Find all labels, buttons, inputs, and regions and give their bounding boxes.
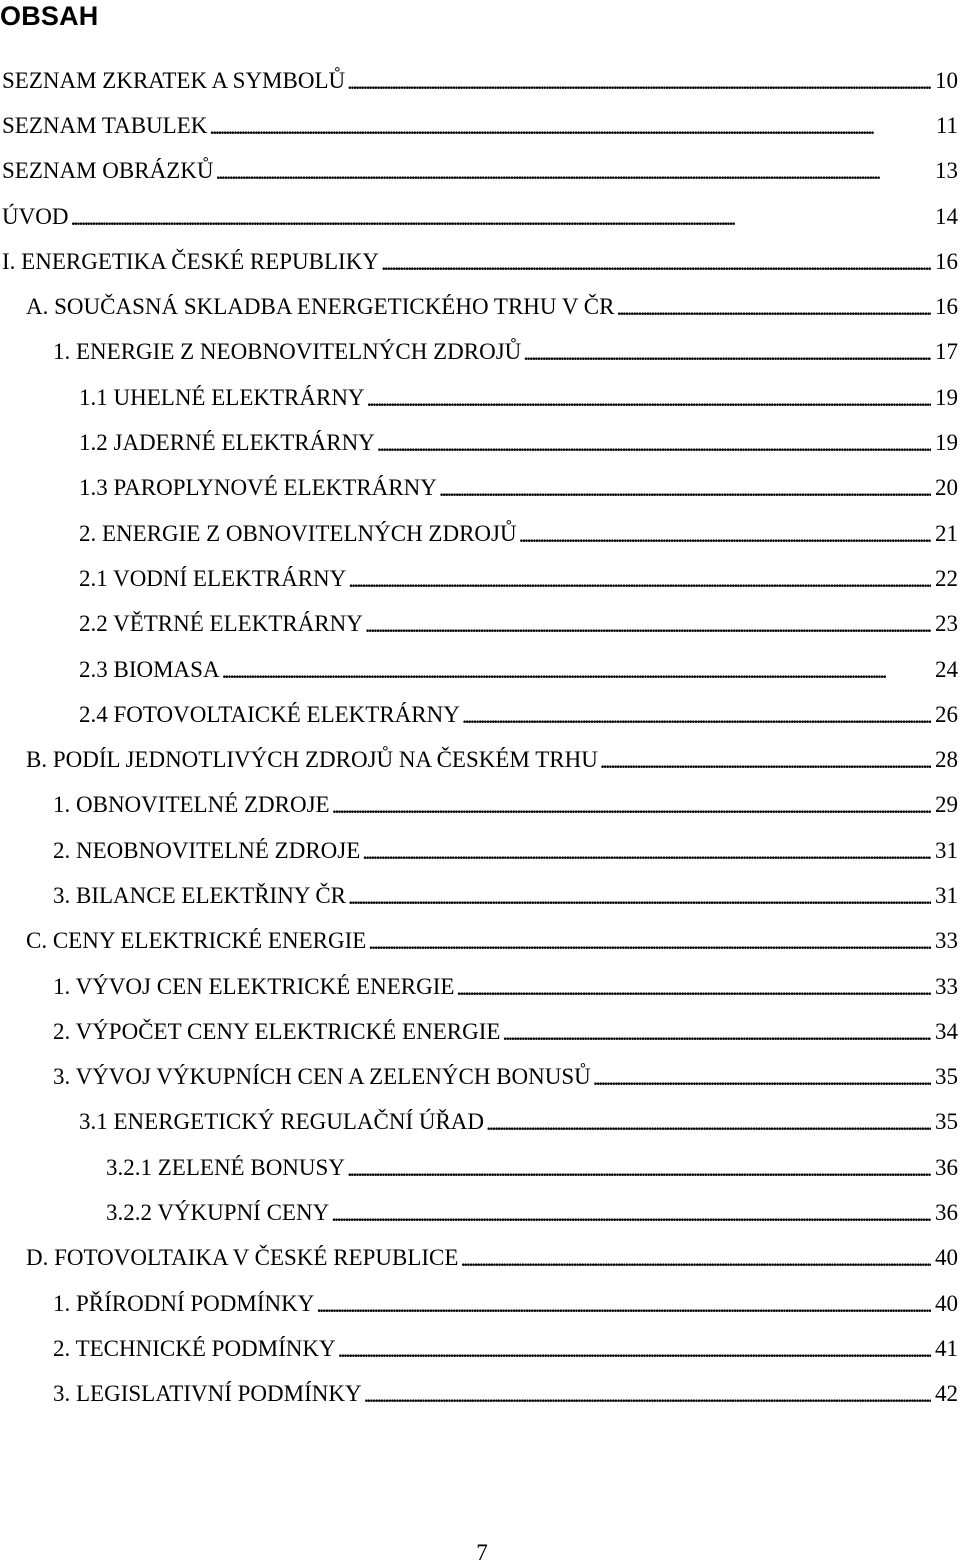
dot-leader bbox=[600, 748, 931, 774]
toc-entry-page: 34 bbox=[935, 1018, 958, 1044]
toc-entry-page: 33 bbox=[935, 928, 958, 954]
toc-entry-page: 36 bbox=[935, 1154, 958, 1180]
dot-leader bbox=[347, 69, 931, 95]
toc-entry[interactable] bbox=[0, 964, 960, 1009]
toc-entry-label: D. FOTOVOLTAIKA V ČESKÉ REPUBLICE bbox=[26, 1245, 459, 1271]
toc-entry-page: 20 bbox=[935, 475, 958, 501]
toc-entry-page: 29 bbox=[935, 792, 958, 818]
toc-entry-page: 21 bbox=[935, 520, 958, 546]
dot-leader bbox=[316, 1292, 931, 1318]
toc-entry-page: 16 bbox=[935, 294, 958, 320]
toc-entry[interactable] bbox=[0, 1236, 960, 1281]
toc-entry-label: 3. VÝVOJ VÝKUPNÍCH CEN A ZELENÝCH BONUSŮ bbox=[53, 1064, 591, 1090]
toc-entry-page: 35 bbox=[935, 1064, 958, 1090]
toc-entry-label: 1. OBNOVITELNÉ ZDROJE bbox=[53, 792, 330, 818]
toc-entry-label: 1. ENERGIE Z NEOBNOVITELNÝCH ZDROJŮ bbox=[53, 339, 522, 365]
toc-entry-page: 14 bbox=[935, 203, 958, 229]
dot-leader bbox=[70, 205, 931, 231]
toc-entry[interactable] bbox=[0, 737, 960, 782]
dot-leader bbox=[348, 884, 931, 910]
dot-leader bbox=[367, 386, 931, 412]
toc-entry-page: 22 bbox=[935, 565, 958, 591]
dot-leader bbox=[439, 476, 931, 502]
toc-entry-label: 2.2 VĚTRNÉ ELEKTRÁRNY bbox=[79, 611, 363, 637]
toc-entry[interactable] bbox=[0, 1009, 960, 1054]
table-of-contents bbox=[0, 58, 960, 1417]
dot-leader bbox=[362, 839, 931, 865]
toc-entry-label: 2. ENERGIE Z OBNOVITELNÝCH ZDROJŮ bbox=[79, 520, 517, 546]
toc-entry-page: 23 bbox=[935, 611, 958, 637]
toc-entry[interactable] bbox=[0, 284, 960, 329]
toc-entry-page: 11 bbox=[935, 112, 958, 138]
toc-entry-label: 3.2.1 ZELENÉ BONUSY bbox=[106, 1154, 345, 1180]
toc-entry-page: 36 bbox=[935, 1200, 958, 1226]
toc-entry-label: 3.1 ENERGETICKÝ REGULAČNÍ ÚŘAD bbox=[79, 1109, 485, 1135]
toc-entry-page: 13 bbox=[935, 158, 958, 184]
toc-entry-label: 3.2.2 VÝKUPNÍ CENY bbox=[106, 1200, 330, 1226]
dot-leader bbox=[209, 114, 931, 140]
toc-entry-page: 42 bbox=[935, 1381, 958, 1407]
dot-leader bbox=[377, 431, 931, 457]
toc-entry-label: 1.1 UHELNÉ ELEKTRÁRNY bbox=[79, 384, 365, 410]
toc-entry-label: 3. LEGISLATIVNÍ PODMÍNKY bbox=[53, 1381, 362, 1407]
toc-entry[interactable] bbox=[0, 103, 960, 148]
toc-entry[interactable] bbox=[0, 420, 960, 465]
toc-entry[interactable] bbox=[0, 375, 960, 420]
toc-entry-label: ÚVOD bbox=[2, 203, 69, 229]
toc-entry-label: SEZNAM ZKRATEK A SYMBOLŮ bbox=[2, 67, 346, 93]
dot-leader bbox=[616, 295, 931, 321]
toc-entry-page: 41 bbox=[935, 1335, 958, 1361]
toc-entry-label: C. CENY ELEKTRICKÉ ENERGIE bbox=[26, 928, 367, 954]
dot-leader bbox=[523, 340, 931, 366]
dot-leader bbox=[462, 703, 931, 729]
toc-entry-label: 2.1 VODNÍ ELEKTRÁRNY bbox=[79, 565, 347, 591]
toc-entry-page: 28 bbox=[935, 747, 958, 773]
toc-entry[interactable] bbox=[0, 1100, 960, 1145]
toc-entry[interactable] bbox=[0, 466, 960, 511]
toc-entry-label: B. PODÍL JEDNOTLIVÝCH ZDROJŮ NA ČESKÉM TRHU bbox=[26, 747, 598, 773]
dot-leader bbox=[381, 250, 931, 276]
toc-entry-label: 2. TECHNICKÉ PODMÍNKY bbox=[53, 1335, 336, 1361]
dot-leader bbox=[486, 1110, 931, 1136]
toc-entry-page: 31 bbox=[935, 882, 958, 908]
toc-entry[interactable] bbox=[0, 919, 960, 964]
dot-leader bbox=[368, 929, 931, 955]
toc-entry-page: 19 bbox=[935, 384, 958, 410]
toc-entry[interactable] bbox=[0, 1281, 960, 1326]
toc-entry-page: 35 bbox=[935, 1109, 958, 1135]
toc-entry[interactable] bbox=[0, 1145, 960, 1190]
toc-entry-label: 1. VÝVOJ CEN ELEKTRICKÉ ENERGIE bbox=[53, 973, 455, 999]
toc-entry[interactable] bbox=[0, 783, 960, 828]
dot-leader bbox=[348, 567, 931, 593]
toc-entry[interactable] bbox=[0, 1055, 960, 1100]
toc-entry-label: 1.2 JADERNÉ ELEKTRÁRNY bbox=[79, 430, 375, 456]
toc-entry[interactable] bbox=[0, 149, 960, 194]
dot-leader bbox=[460, 1246, 931, 1272]
toc-entry-label: SEZNAM OBRÁZKŮ bbox=[2, 158, 214, 184]
dot-leader bbox=[332, 793, 931, 819]
toc-entry-page: 19 bbox=[935, 430, 958, 456]
page-number bbox=[0, 1540, 960, 1566]
dot-leader bbox=[215, 159, 931, 185]
toc-entry[interactable] bbox=[0, 692, 960, 737]
toc-entry[interactable] bbox=[0, 647, 960, 692]
toc-entry[interactable] bbox=[0, 1190, 960, 1235]
toc-entry-label: 2.3 BIOMASA bbox=[79, 656, 220, 682]
dot-leader bbox=[222, 658, 931, 684]
toc-entry-label: A. SOUČASNÁ SKLADBA ENERGETICKÉHO TRHU V ČR bbox=[26, 294, 615, 320]
toc-entry[interactable] bbox=[0, 239, 960, 284]
dot-leader bbox=[347, 1156, 931, 1182]
toc-entry-label: SEZNAM TABULEK bbox=[2, 112, 208, 138]
dot-leader bbox=[593, 1065, 931, 1091]
dot-leader bbox=[456, 975, 931, 1001]
toc-entry-label: 2. NEOBNOVITELNÉ ZDROJE bbox=[53, 837, 361, 863]
dot-leader bbox=[365, 612, 931, 638]
toc-entry-page: 10 bbox=[935, 67, 958, 93]
dot-leader bbox=[331, 1201, 931, 1227]
toc-entry[interactable] bbox=[0, 602, 960, 647]
toc-entry-label: 2. VÝPOČET CENY ELEKTRICKÉ ENERGIE bbox=[53, 1018, 501, 1044]
toc-entry-page: 40 bbox=[935, 1245, 958, 1271]
toc-entry-page: 33 bbox=[935, 973, 958, 999]
toc-entry-label: 3. BILANCE ELEKTŘINY ČR bbox=[53, 882, 347, 908]
toc-entry-label: 2.4 FOTOVOLTAICKÉ ELEKTRÁRNY bbox=[79, 701, 460, 727]
toc-entry-page: 24 bbox=[935, 656, 958, 682]
toc-entry[interactable] bbox=[0, 511, 960, 556]
toc-entry-page: 40 bbox=[935, 1290, 958, 1316]
toc-entry[interactable] bbox=[0, 194, 960, 239]
toc-entry-label: I. ENERGETIKA ČESKÉ REPUBLIKY bbox=[2, 248, 379, 274]
dot-leader bbox=[338, 1337, 931, 1363]
toc-entry[interactable] bbox=[0, 330, 960, 375]
dot-leader bbox=[364, 1382, 931, 1408]
toc-entry-page: 26 bbox=[935, 701, 958, 727]
toc-entry-page: 16 bbox=[935, 248, 958, 274]
toc-entry-label: 1.3 PAROPLYNOVÉ ELEKTRÁRNY bbox=[79, 475, 437, 501]
toc-entry-label: 1. PŘÍRODNÍ PODMÍNKY bbox=[53, 1290, 315, 1316]
dot-leader bbox=[502, 1020, 931, 1046]
page-number-text: 7 bbox=[476, 1540, 488, 1565]
toc-entry-page: 31 bbox=[935, 837, 958, 863]
toc-entry[interactable] bbox=[0, 828, 960, 873]
toc-entry[interactable] bbox=[0, 873, 960, 918]
toc-entry[interactable] bbox=[0, 1326, 960, 1371]
toc-entry[interactable] bbox=[0, 1372, 960, 1417]
toc-entry[interactable] bbox=[0, 58, 960, 103]
page-title: OBSAH bbox=[0, 1, 99, 31]
toc-entry[interactable] bbox=[0, 556, 960, 601]
toc-entry-page: 17 bbox=[935, 339, 958, 365]
dot-leader bbox=[519, 522, 931, 548]
